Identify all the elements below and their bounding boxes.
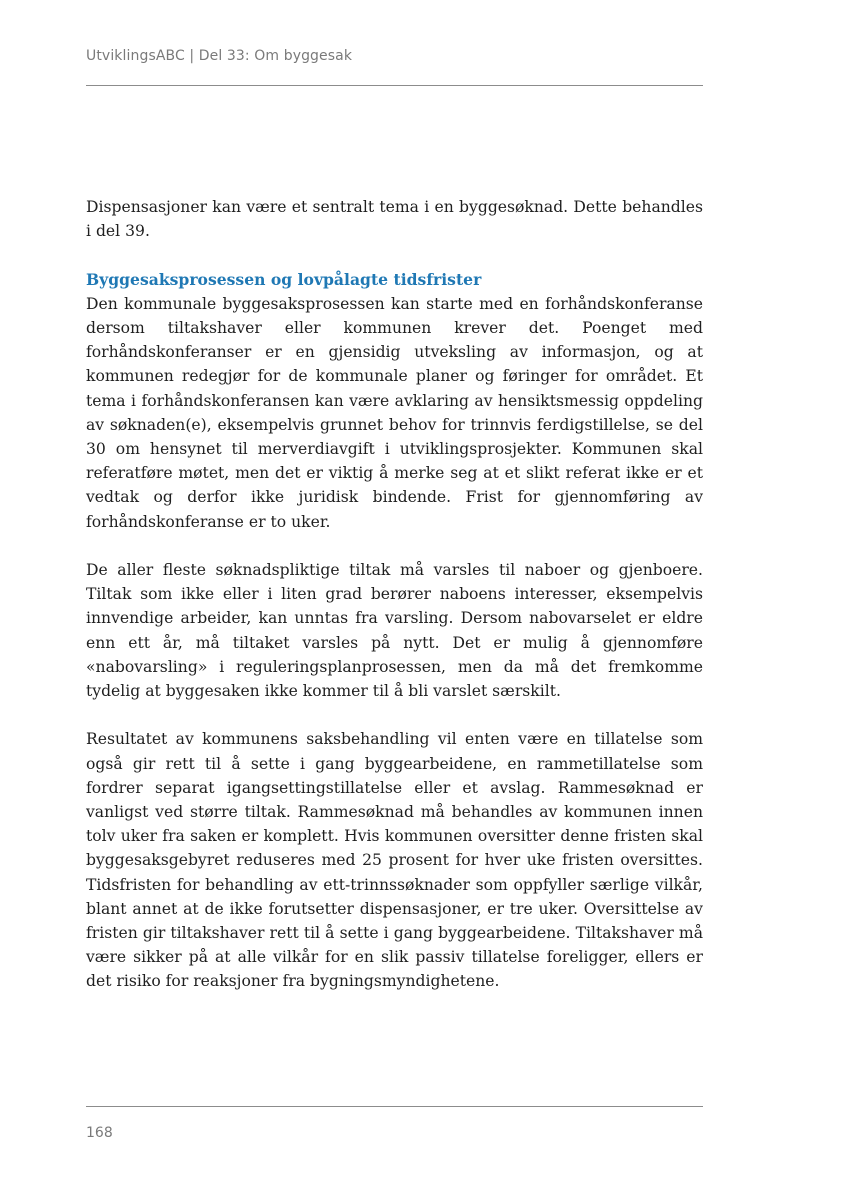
running-header: UtviklingsABC | Del 33: Om byggesak [86, 48, 353, 64]
header-divider [86, 85, 703, 86]
body-paragraph-2: De aller fleste søknadspliktige tiltak må varsles til naboer og gjenboere. Tiltak som ikke eller i liten grad berører naboens interesser, eksempelvis innvendige arbeider, kan unntas fra varsling. Dersom nabovarselet er eldre enn ett år, må tiltaket varsles på nytt. Det er mulig å gjennomføre «nabovarsling» i reguleringsplanprosessen, men da må det fremkomme tydelig at byggesaken ikke kommer til å bli varslet særskilt. [86, 561, 703, 701]
intro-paragraph: Dispensasjoner kan være et sentralt tema i en byggesøknad. Dette behandles i del 39. [86, 198, 703, 241]
page-body [86, 195, 703, 994]
section-heading: Byggesaksprosessen og lovpålagte tidsfrister [86, 269, 482, 289]
body-paragraph-1: Den kommunale byggesaksprosessen kan starte med en forhåndskonferanse dersom tiltakshaver eller kommunen krever det. Poenget med forhåndskonferanser er en gjensidig utveksling av informasjon, og at kommunen redegjør for de kommunale planer og føringer for området. Et tema i forhåndskonferansen kan være avklaring av hensiktsmessig oppdeling av søknaden(e), eksempelvis grunnet behov for trinnvis ferdigstillelse, se del 30 om hensynet til merverdiavgift i utviklingsprosjekter. Kommunen skal referatføre møtet, men det er viktig å merke seg at et slikt referat ikke er et vedtak og derfor ikke juridisk bindende. Frist for gjennomføring av forhåndskonferanse er to uker. [86, 294, 703, 531]
footer-divider [86, 1106, 703, 1107]
page-number: 168 [86, 1125, 113, 1141]
body-paragraph-3: Resultatet av kommunens saksbehandling vil enten være en tillatelse som også gir rett til å sette i gang byggearbeidene, en rammetillatelse som fordrer separat igangsettingstillatelse eller et avslag. Rammesøknad er vanligst ved større tiltak. Rammesøknad må behandles av kommunen innen tolv uker fra saken er komplett. Hvis kommunen oversitter denne fristen skal byggesaksgebyret reduseres med 25 prosent for hver uke fristen oversittes. Tidsfristen for behandling av ett-trinnssøknader som oppfyller særlige vilkår, blant annet at de ikke forutsetter dispensasjoner, er tre uker. Oversittelse av fristen gir tiltakshaver rett til å sette i gang byggearbeidene. Tiltakshaver må være sikker på at alle vilkår for en slik passiv tillatelse foreligger, ellers er det risiko for reaksjoner fra bygningsmyndighetene. [86, 730, 703, 991]
